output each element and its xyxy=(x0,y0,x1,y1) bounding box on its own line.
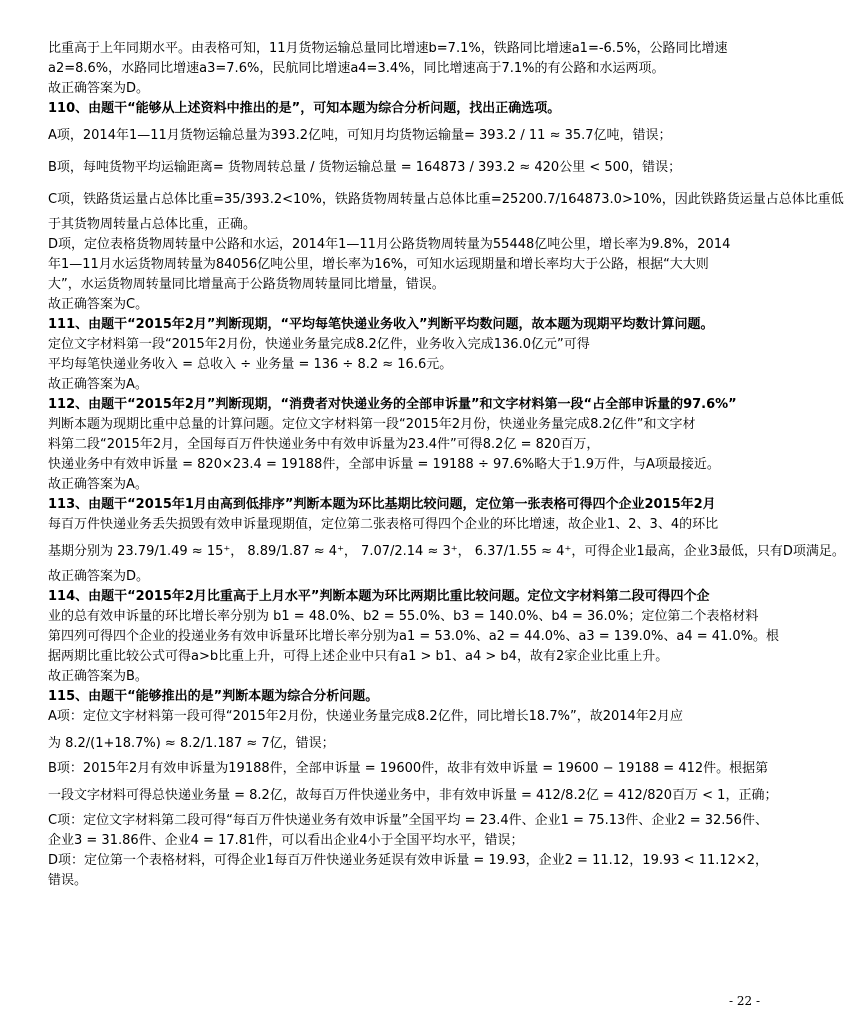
text-line: A项，2014年1—11月货物运输总量为393.2亿吨，可知月均货物运输量= 393.2 / 11 ≈ 35.7亿吨，错误； xyxy=(48,128,672,143)
page-number: - 22 - xyxy=(728,994,760,1008)
text-line: 大”，水运货物周转量同比增量高于公路货物周转量同比增量，错误。 xyxy=(48,277,445,292)
answer-line: 故正确答案为A。 xyxy=(48,477,148,492)
answer-line: 故正确答案为C。 xyxy=(48,297,149,312)
text-line: 据两期比重比较公式可得a>b比重上升，可得上述企业中只有a1 > b1、a4 > b4，故有2家企业比重上升。 xyxy=(48,649,669,664)
text-line: 判断本题为现期比重中总量的计算问题。定位文字材料第一段“2015年2月份，快递业务量完成8.2亿件”和文字材 xyxy=(48,417,696,432)
text-line: D项，定位表格货物周转量中公路和水运，2014年1—11月公路货物周转量为55448亿吨公里，增长率为9.8%，2014 xyxy=(48,237,731,252)
text-line: D项：定位第一个表格材料，可得企业1每百万件快递业务延误有效申诉量 = 19.93，企业2 = 11.12，19.93 < 11.12×2， xyxy=(48,853,769,868)
text-line: B项，每吨货物平均运输距离= 货物周转总量 / 货物运输总量 = 164873 / 393.2 ≈ 420公里 < 500，错误； xyxy=(48,160,682,175)
text-line: 年1—11月水运货物周转量为84056亿吨公里，增长率为16%，可知水运现期量和增长率均大于公路，根据“大大则 xyxy=(48,257,709,272)
text-line: C项：定位文字材料第二段可得“每百万件快递业务有效申诉量”全国平均 = 23.4件、企业1 = 75.13件、企业2 = 32.56件、 xyxy=(48,813,768,828)
text-line: 为 8.2/(1+18.7%) ≈ 8.2/1.187 ≈ 7亿，错误； xyxy=(48,736,335,751)
text-line: 定位文字材料第一段“2015年2月份，快递业务量完成8.2亿件，业务收入完成136.0亿元”可得 xyxy=(48,337,590,352)
text-line: 企业3 = 31.86件、企业4 = 17.81件，可以看出企业4小于全国平均水平，错误； xyxy=(48,833,524,848)
document-body xyxy=(48,40,845,892)
text-line: 比重高于上年同期水平。由表格可知，11月货物运输总量同比增速b=7.1%，铁路同比增速a1=-6.5%，公路同比增速 xyxy=(48,41,728,56)
answer-line: 故正确答案为D。 xyxy=(48,81,150,96)
text-line: 一段文字材料可得总快递业务量 = 8.2亿，故每百万件快递业务中，非有效申诉量 = 412/8.2亿 = 412/820百万 < 1，正确； xyxy=(48,788,778,803)
question-115-heading: 115、由题干“能够推出的是”判断本题为综合分析问题。 xyxy=(48,689,379,704)
answer-line: 故正确答案为A。 xyxy=(48,377,148,392)
text-line: C项，铁路货运量占总体比重=35/393.2<10%，铁路货物周转量占总体比重=25200.7/164873.0>10%，因此铁路货运量占总体比重低 xyxy=(48,192,844,207)
question-112-heading: 112、由题干“2015年2月”判断现期，“消费者对快递业务的全部申诉量”和文字材料第一段“占全部申诉量的97.6%” xyxy=(48,397,737,412)
text-line: A项：定位文字材料第一段可得“2015年2月份，快递业务量完成8.2亿件，同比增长18.7%”，故2014年2月应 xyxy=(48,709,684,724)
text-line: 错误。 xyxy=(48,873,88,888)
text-line: 料第二段“2015年2月，全国每百万件快递业务中有效申诉量为23.4件”可得8.2亿 = 820百万， xyxy=(48,437,600,452)
text-line: 第四列可得四个企业的投递业务有效申诉量环比增长率分别为a1 = 53.0%、a2 = 44.0%、a3 = 139.0%、a4 = 41.0%。根 xyxy=(48,629,780,644)
question-110-heading: 110、由题干“能够从上述资料中推出的是”，可知本题为综合分析问题，找出正确选项。 xyxy=(48,101,561,116)
text-line: 于其货物周转量占总体比重，正确。 xyxy=(48,217,257,232)
text-line: 基期分别为 23.79/1.49 ≈ 15⁺， 8.89/1.87 ≈ 4⁺， 7.07/2.14 ≈ 3⁺， 6.37/1.55 ≈ 4⁺，可得企业1最高，企业3最低，只有D项满足。 xyxy=(48,544,845,559)
answer-line: 故正确答案为B。 xyxy=(48,669,148,684)
question-113-heading: 113、由题干“2015年1月由高到低排序”判断本题为环比基期比较问题，定位第一张表格可得四个企业2015年2月 xyxy=(48,497,716,512)
text-line: 平均每笔快递业务收入 = 总收入 ÷ 业务量 = 136 ÷ 8.2 ≈ 16.6元。 xyxy=(48,357,453,372)
text-line: B项：2015年2月有效申诉量为19188件，全部申诉量 = 19600件，故非有效申诉量 = 19600 − 19188 = 412件。根据第 xyxy=(48,761,769,776)
question-111-heading: 111、由题干“2015年2月”判断现期，“平均每笔快递业务收入”判断平均数问题，故本题为现期平均数计算问题。 xyxy=(48,317,714,332)
text-line: 快递业务中有效申诉量 = 820×23.4 = 19188件，全部申诉量 = 19188 ÷ 97.6%略大于1.9万件，与A项最接近。 xyxy=(48,457,720,472)
text-line: a2=8.6%，水路同比增速a3=7.6%，民航同比增速a4=3.4%，同比增速高于7.1%的有公路和水运两项。 xyxy=(48,61,665,76)
answer-line: 故正确答案为D。 xyxy=(48,569,150,584)
text-line: 每百万件快递业务丢失损毁有效申诉量现期值，定位第二张表格可得四个企业的环比增速，故企业1、2、3、4的环比 xyxy=(48,517,719,532)
question-114-heading: 114、由题干“2015年2月比重高于上月水平”判断本题为环比两期比重比较问题。定位文字材料第二段可得四个企 xyxy=(48,589,710,604)
text-line: 业的总有效申诉量的环比增长率分别为 b1 = 48.0%、b2 = 55.0%、b3 = 140.0%、b4 = 36.0%；定位第二个表格材料 xyxy=(48,609,759,624)
